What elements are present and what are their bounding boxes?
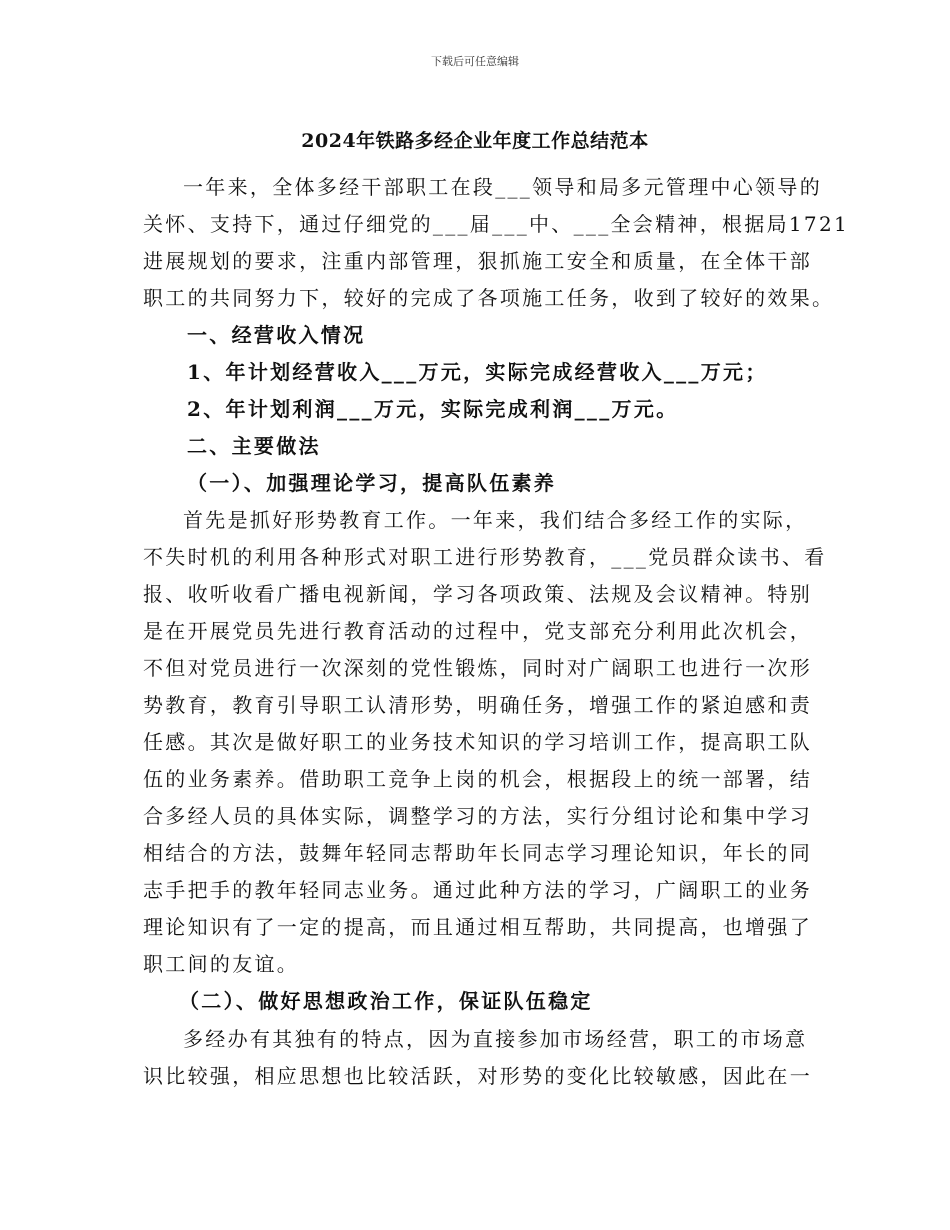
- paragraph-line: 职工的共同努力下，较好的完成了各项施工任务，收到了较好的效果。: [143, 286, 835, 310]
- paragraph-line: 不但对党员进行一次深刻的党性锻炼，同时对广阔职工也进行一次形: [143, 656, 812, 680]
- paragraph-line: 不失时机的利用各种形式对职工进行形势教育，___党员群众读书、看: [143, 545, 827, 569]
- paragraph-line: 相结合的方法，鼓舞年轻同志帮助年长同志学习理论知识，年长的同: [143, 841, 812, 865]
- section-heading: 二、主要做法: [187, 434, 321, 458]
- paragraph-line: 首先是抓好形势教育工作。一年来，我们结合多经工作的实际，: [183, 508, 808, 532]
- paragraph-line: 理论知识有了一定的提高，而且通过相互帮助，共同提高，也增强了: [143, 915, 812, 939]
- paragraph-line: 进展规划的要求，注重内部管理，狠抓施工安全和质量，在全体干部: [143, 249, 812, 273]
- list-item: 2、年计划利润___万元，实际完成利润___万元。: [187, 397, 679, 421]
- paragraph-line: 合多经人员的具体实际，调整学习的方法，实行分组讨论和集中学习: [143, 804, 812, 828]
- paragraph-line: 伍的业务素养。借助职工竞争上岗的机会，根据段上的统一部署，结: [143, 767, 812, 791]
- paragraph-line: 一年来，全体多经干部职工在段___领导和局多元管理中心领导的: [183, 175, 822, 199]
- subsection-heading: （一）、加强理论学习，提高队伍素养: [187, 471, 557, 495]
- paragraph-line: 多经办有其独有的特点，因为直接参加市场经营，职工的市场意: [183, 1027, 808, 1051]
- paragraph-line: 关怀、支持下，通过仔细党的___届___中、___全会精神，根据局1721: [143, 212, 849, 236]
- page-header-note: 下载后可任意编辑: [431, 55, 519, 68]
- subsection-heading: （二）、做好思想政治工作，保证队伍稳定: [179, 989, 593, 1013]
- paragraph-line: 报、收听收看广播电视新闻，学习各项政策、法规及会议精神。特别: [143, 582, 812, 606]
- document-title: 2024年铁路多经企业年度工作总结范本: [301, 130, 649, 152]
- list-item: 1、年计划经营收入___万元，实际完成经营收入___万元；: [187, 360, 768, 384]
- paragraph-line: 志手把手的教年轻同志业务。通过此种方法的学习，广阔职工的业务: [143, 878, 812, 902]
- section-heading: 一、经营收入情况: [187, 323, 366, 347]
- paragraph-line: 识比较强，相应思想也比较活跃，对形势的变化比较敏感，因此在一: [143, 1064, 812, 1088]
- paragraph-line: 势教育，教育引导职工认清形势，明确任务，增强工作的紧迫感和责: [143, 693, 812, 717]
- paragraph-line: 任感。其次是做好职工的业务技术知识的学习培训工作，提高职工队: [143, 730, 812, 754]
- paragraph-line: 是在开展党员先进行教育活动的过程中，党支部充分利用此次机会，: [143, 619, 812, 643]
- paragraph-line: 职工间的友谊。: [143, 952, 300, 976]
